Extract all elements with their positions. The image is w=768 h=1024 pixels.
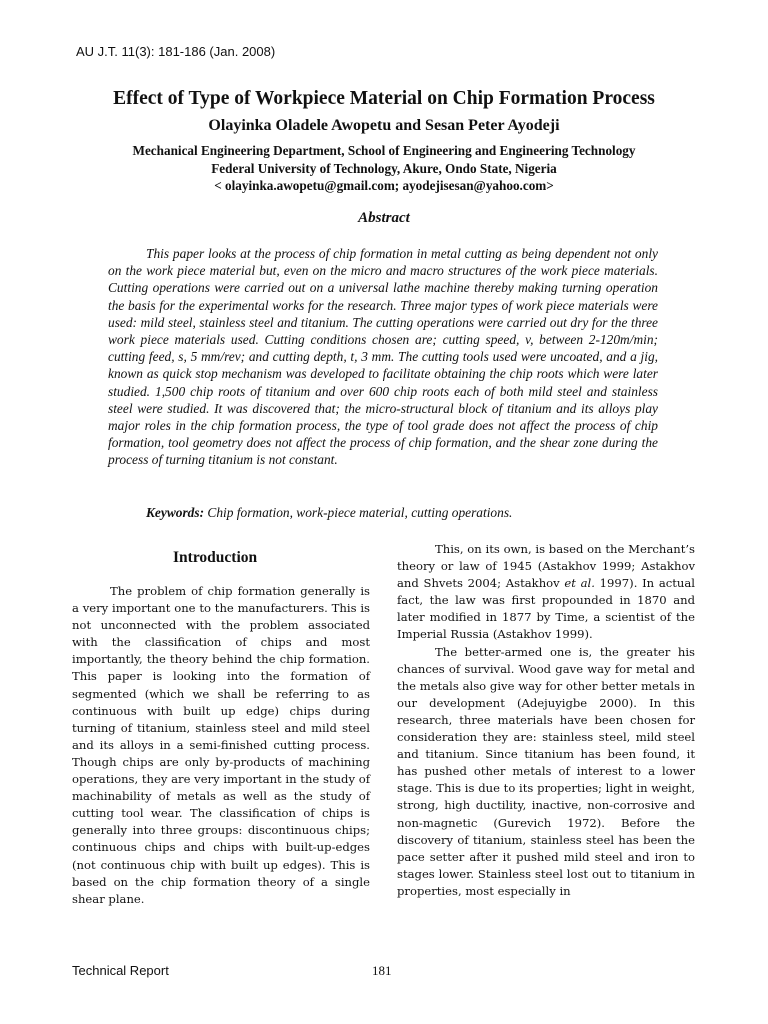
paragraph-text: This, on its own, is based on the Merchant’s theory or law of 1945 (Astakhov 1999; Astakhov and Shvets 2004; Astakhov	[397, 542, 695, 591]
introduction-heading: Introduction	[173, 549, 258, 566]
left-column	[72, 583, 370, 908]
keywords-text: Chip formation, work-piece material, cutting operations.	[207, 505, 513, 520]
abstract-heading: Abstract	[358, 210, 410, 226]
paragraph: The better-armed one is, the greater his chances of survival. Wood gave way for metal and the metals also give way for other better metals in our development (Adejuyigbe 2000). In this research, three materials have been chosen for consideration they are: stainless steel, mild steel and titanium. Since titanium has been found, it has pushed other metals of interest to a lower stage. This is due to its properties; light in weight, strong, high ductility, inactive, non-corrosive and non-magnetic (Gurevich 1972). Before the discovery of titanium, stainless steel has been the pace setter after it pushed mild steel and iron to stages lower. Stainless steel lost out to titanium in properties, most especially in	[397, 644, 695, 898]
page-number: 181	[372, 963, 392, 978]
et-al-text: et al.	[564, 576, 595, 591]
footer-label: Technical Report	[72, 963, 169, 978]
journal-citation: AU J.T. 11(3): 181-186 (Jan. 2008)	[76, 44, 276, 59]
right-column	[397, 541, 695, 900]
paper-authors: Olayinka Oladele Awopetu and Sesan Peter Ayodeji	[208, 117, 560, 134]
paragraph	[397, 541, 695, 644]
abstract-text: This paper looks at the process of chip formation in metal cutting as being dependent not only on the work piece material but, even on the micro and macro structures of the work piece materials. Cutting operations were carried out on a universal lathe machine thereby making turning operation the basis for the experimental works for the research. Three major types of work piece materials were used: mild steel, stainless steel and titanium. The cutting operations were carried out dry for the three work piece materials used. Cutting conditions chosen are; cutting speed, v, between 2-120m/min; cutting feed, s, 5 mm/rev; and cutting depth, t, 3 mm. The cutting tools used were uncoated, and a jig, known as quick stop mechanism was developed to facilitate obtaining the chip roots which were later studied. 1,500 chip roots of titanium and over 600 chip roots each of both mild steel and stainless steel were studied. It was discovered that; the micro-structural block of titanium and its alloys play major roles in the chip formation process, the type of tool grade does not affect the process of chip formation, tool geometry does not affect the process of chip formation, and the shear zone during the process of turning titanium is not constant.	[108, 246, 658, 468]
affiliation-block	[0, 142, 768, 195]
keywords-label: Keywords:	[146, 505, 205, 520]
paragraph-text: 1997). In actual fact, the law was first propounded in 1870 and later modified in 1877 by Time, a scientist of the Imperial Russia (Astakhov 1999).	[397, 576, 695, 642]
keywords-line	[146, 505, 512, 521]
author-emails: < olayinka.awopetu@gmail.com; ayodejisesan@yahoo.com>	[214, 178, 554, 193]
paper-title: Effect of Type of Workpiece Material on Chip Formation Process	[113, 88, 655, 109]
paragraph: The problem of chip formation generally is a very important one to the manufacturers. This is not unconnected with the problem associated with the classification of chips and most importantly, the theory behind the chip formation. This paper is looking into the formation of segmented (which we shall be referring to as continuous with built up edge) chips during turning of titanium, stainless steel and mild steel and its alloys in a semi-finished cutting process. Though chips are only by-products of machining operations, they are very important in the study of machinability of metals as well as the study of cutting tool wear. The classification of chips is generally into three groups: discontinuous chips; continuous chips and chips with built-up-edges (not continuous chip with built up edges). This is based on the chip formation theory of a single shear plane.	[72, 584, 370, 906]
affiliation-line: Federal University of Technology, Akure, Ondo State, Nigeria	[211, 160, 557, 176]
affiliation-line: Mechanical Engineering Department, School of Engineering and Engineering Technology	[132, 143, 636, 158]
